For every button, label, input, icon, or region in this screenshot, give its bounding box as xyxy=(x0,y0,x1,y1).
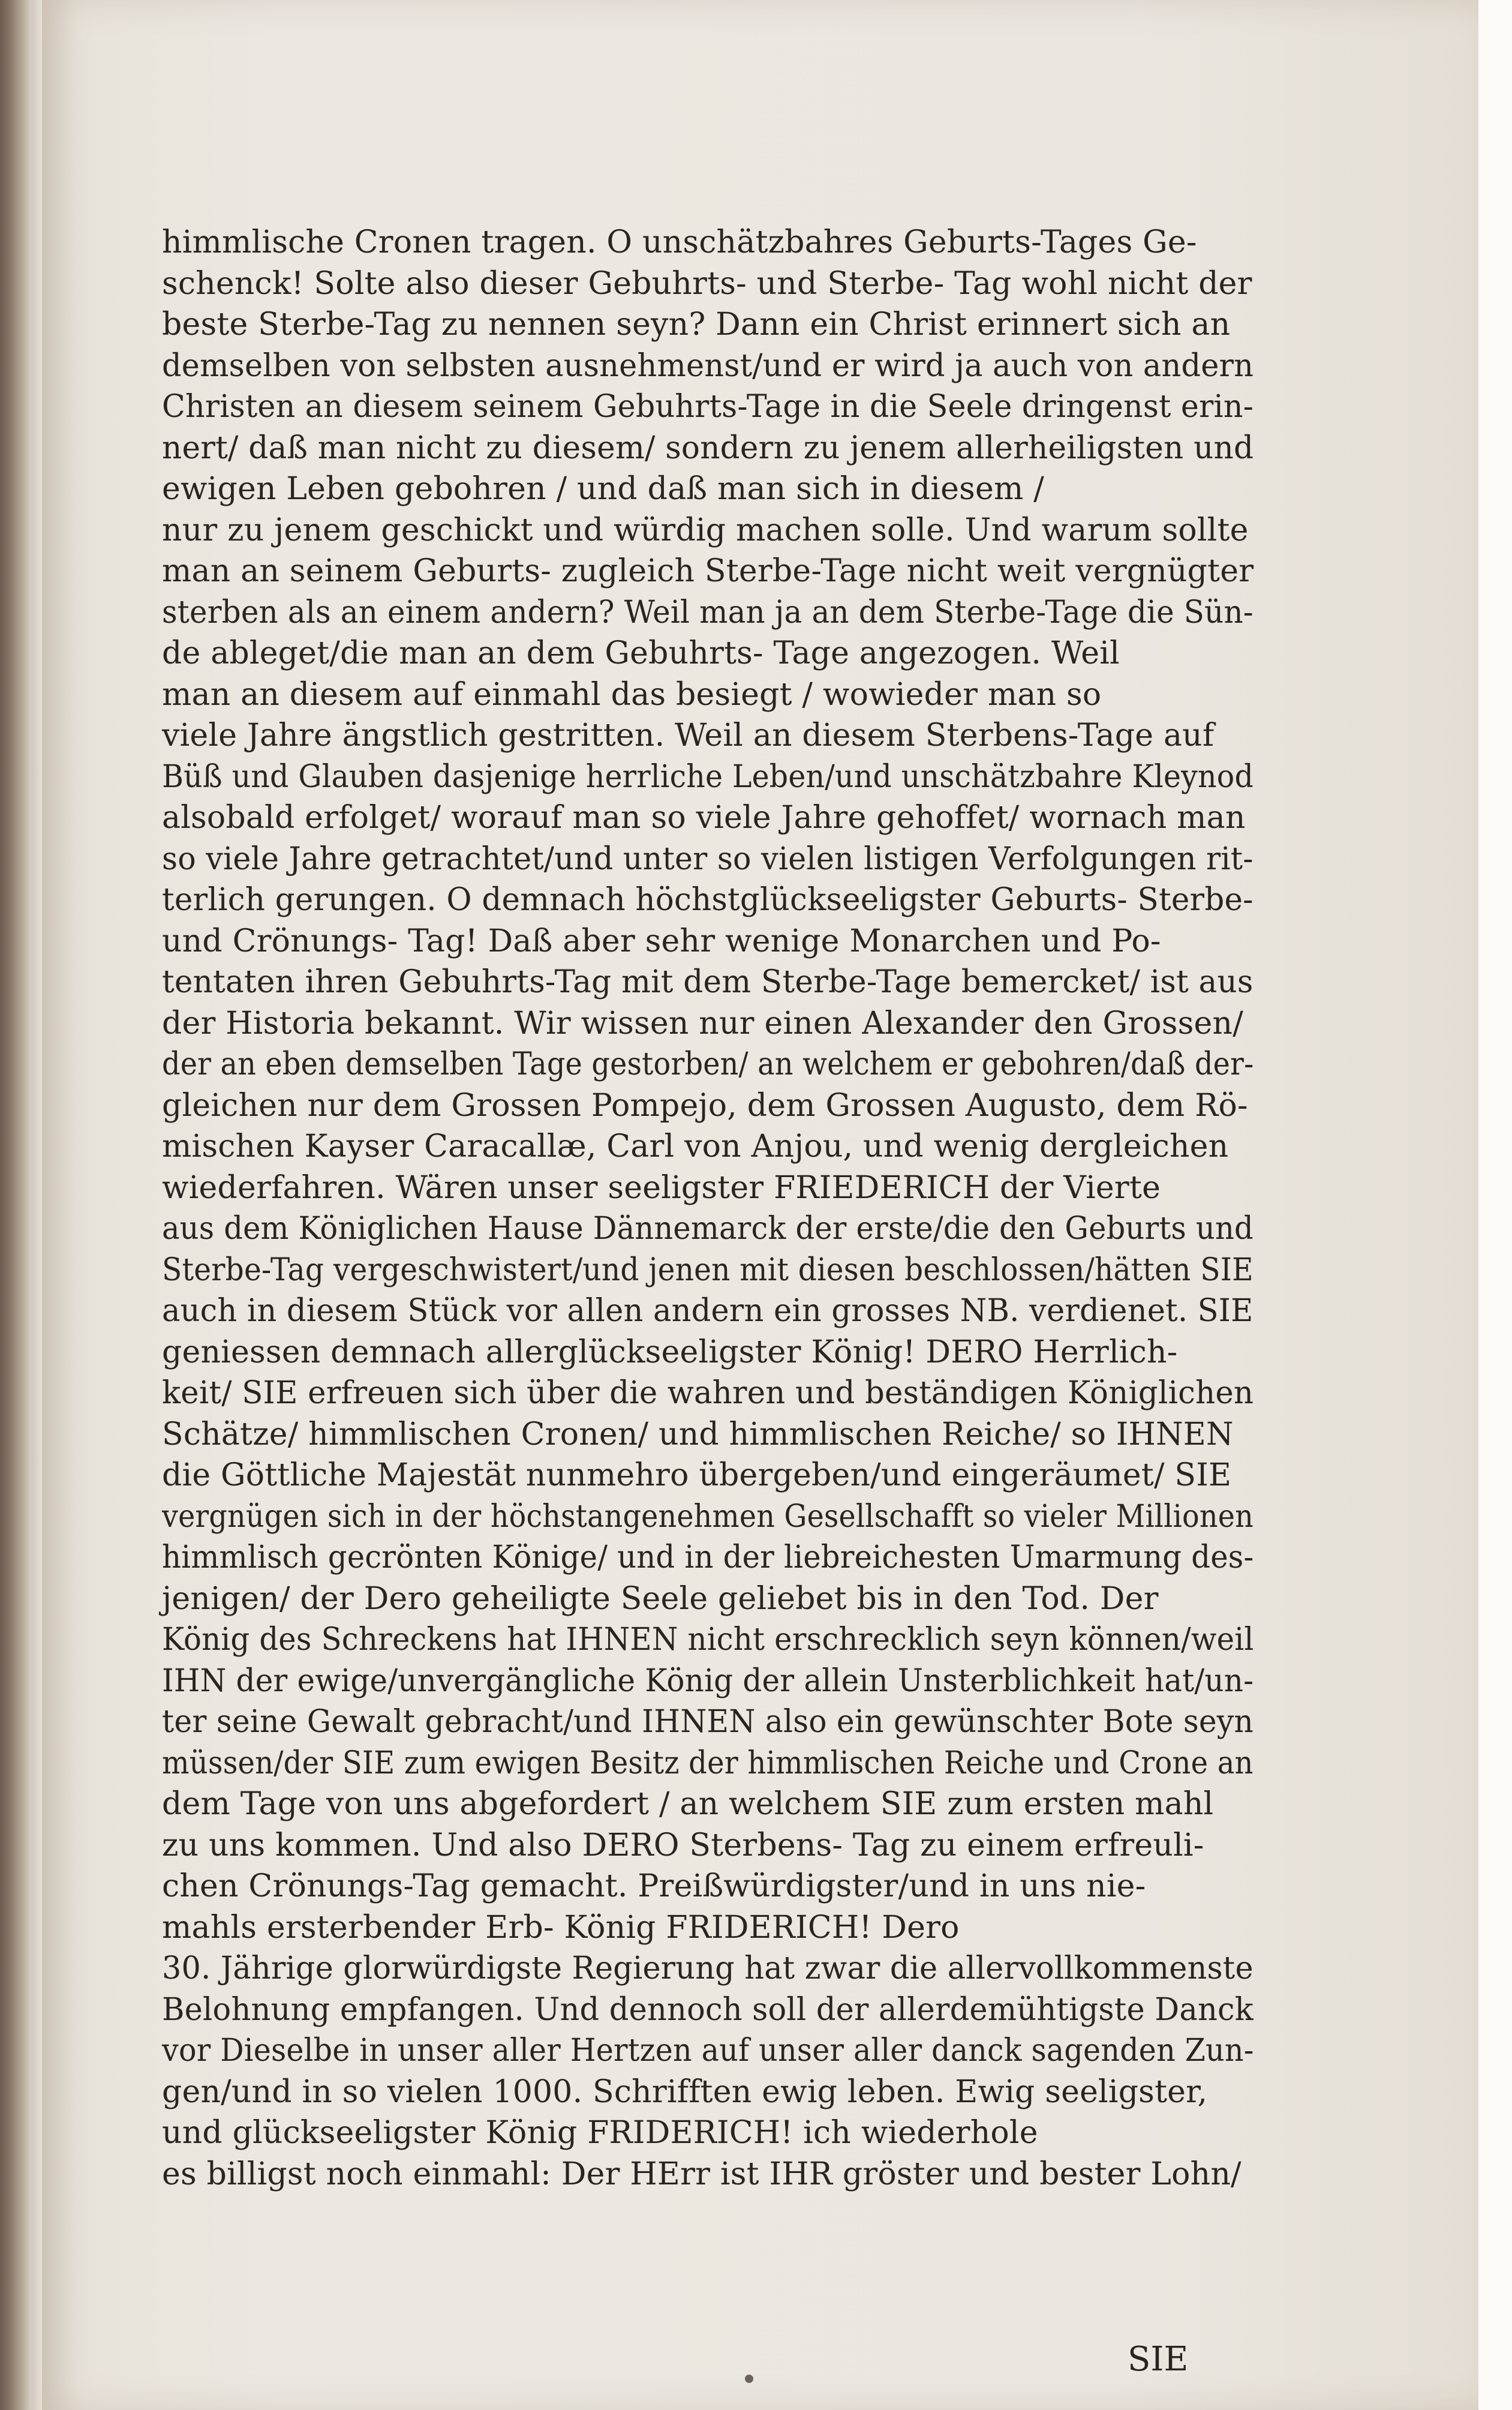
text-line: nert/ daß man nicht zu diesem/ sondern zu jenem allerheiligsten und xyxy=(162,430,1254,466)
text-line: 30. Jährige glorwürdigste Regierung hat zwar die allervollkommenste xyxy=(162,1950,1254,1986)
text-line: sterben als an einem andern? Weil man ja an dem Sterbe-Tage die Sün- xyxy=(162,594,1254,631)
text-line: müssen/der SIE zum ewigen Besitz der himmlischen Reiche und Crone an xyxy=(162,1745,1254,1781)
text-line: und Crönungs- Tag! Daß aber sehr wenige Monarchen und Po- xyxy=(162,923,1161,959)
text-line: tentaten ihren Gebuhrts-Tag mit dem Sterbe-Tage bemercket/ ist aus xyxy=(162,964,1254,1000)
text-line: ter seine Gewalt gebracht/und IHNEN also ein gewünschter Bote seyn xyxy=(162,1704,1254,1740)
text-line: Schätze/ himmlischen Cronen/ und himmlischen Reiche/ so IHNEN xyxy=(162,1416,1234,1452)
text-line: Christen an diesem seinem Gebuhrts-Tage in die Seele dringenst erin- xyxy=(162,389,1254,425)
page-margin-edge xyxy=(1478,0,1512,2410)
gutter xyxy=(31,0,42,2410)
text-line: beste Sterbe-Tag zu nennen seyn? Dann ein Christ erinnert sich an xyxy=(162,307,1231,343)
text-line: Büß und Glauben dasjenige herrliche Leben/und unschätzbahre Kleynod xyxy=(162,758,1254,795)
text-line: chen Crönungs-Tag gemacht. Preißwürdigster/und in uns nie- xyxy=(162,1868,1146,1904)
text-line: gen/und in so vielen 1000. Schrifften ewig leben. Ewig seeligster, xyxy=(162,2073,1208,2110)
text-line: vergnügen sich in der höchstangenehmen Gesellschafft so vieler Millionen xyxy=(162,1498,1254,1535)
catchword: SIE xyxy=(1128,2340,1189,2379)
text-line: gleichen nur dem Grossen Pompejo, dem Grossen Augusto, dem Rö- xyxy=(162,1087,1248,1124)
text-line: jenigen/ der Dero geheiligte Seele geliebet bis in den Tod. Der xyxy=(162,1580,1159,1617)
ink-dot xyxy=(745,2375,753,2383)
text-line: mischen Kayser Caracallæ, Carl von Anjou, und wenig dergleichen xyxy=(162,1129,1229,1165)
text-line: alsobald erfolget/ worauf man so viele Jahre gehoffet/ wornach man xyxy=(162,800,1246,836)
text-line: man an diesem auf einmahl das besiegt / wowieder man so xyxy=(162,676,1102,713)
text-line: die Göttliche Majestät nunmehro übergeben/und eingeräumet/ SIE xyxy=(162,1457,1232,1493)
text-line: Sterbe-Tag vergeschwistert/und jenen mit diesen beschlossen/hätten SIE xyxy=(162,1251,1254,1288)
text-line: nur zu jenem geschickt und würdig machen solle. Und warum sollte xyxy=(162,512,1249,548)
text-line: auch in diesem Stück vor allen andern ein grosses NB. verdienet. SIE xyxy=(162,1293,1254,1329)
text-line: himmlische Cronen tragen. O unschätzbahres Geburts-Tages Ge- xyxy=(162,224,1197,260)
text-line: demselben von selbsten ausnehmenst/und er wird ja auch von andern xyxy=(162,347,1254,384)
text-line: viele Jahre ängstlich gestritten. Weil an diesem Sterbens-Tage auf xyxy=(162,718,1215,754)
text-line: so viele Jahre getrachtet/und unter so vielen listigen Verfolgungen rit- xyxy=(162,841,1254,877)
text-line: keit/ SIE erfreuen sich über die wahren und beständigen Königlichen xyxy=(162,1375,1254,1411)
text-line: zu uns kommen. Und also DERO Sterbens- Tag zu einem erfreuli- xyxy=(162,1827,1204,1863)
text-line: de ableget/die man an dem Gebuhrts- Tage angezogen. Weil xyxy=(162,635,1120,671)
text-line: und glückseeligster König FRIDERICH! ich wiederhole xyxy=(162,2115,1038,2151)
text-line: himmlisch gecrönten Könige/ und in der liebreichesten Umarmung des- xyxy=(162,1539,1254,1575)
text-line: geniessen demnach allerglückseeligster König! DERO Herrlich- xyxy=(162,1334,1178,1370)
text-line: IHN der ewige/unvergängliche König der allein Unsterblichkeit hat/un- xyxy=(162,1662,1254,1699)
text-line: aus dem Königlichen Hause Dännemarck der erste/die den Geburts und xyxy=(162,1211,1254,1247)
page-body-text xyxy=(162,222,1254,2195)
text-line: der Historia bekannt. Wir wissen nur einen Alexander den Grossen/ xyxy=(162,1005,1243,1042)
text-line: der an eben demselben Tage gestorben/ an welchem er gebohren/daß der- xyxy=(162,1046,1254,1082)
text-line: es billigst noch einmahl: Der HErr ist IHR gröster und bester Lohn/ xyxy=(162,2156,1242,2192)
text-line: schenck! Solte also dieser Gebuhrts- und Sterbe- Tag wohl nicht der xyxy=(162,265,1252,302)
text-line: man an seinem Geburts- zugleich Sterbe-Tage nicht weit vergnügter xyxy=(162,553,1254,589)
text-line: Belohnung empfangen. Und dennoch soll der allerdemühtigste Danck xyxy=(162,1991,1254,2028)
text-line: terlich gerungen. O demnach höchstglückseeligster Geburts- Sterbe- xyxy=(162,882,1254,918)
text-line: mahls ersterbender Erb- König FRIDERICH! Dero xyxy=(162,1909,960,1946)
text-line: ewigen Leben gebohren / und daß man sich in diesem / xyxy=(162,471,1044,507)
text-line: vor Dieselbe in unser aller Hertzen auf unser aller danck sagenden Zun- xyxy=(162,2033,1254,2069)
text-line: wiederfahren. Wären unser seeligster FRIEDERICH der Vierte xyxy=(162,1169,1161,1206)
text-line: König des Schreckens hat IHNEN nicht erschrecklich seyn können/weil xyxy=(162,1622,1254,1658)
text-line: dem Tage von uns abgefordert / an welchem SIE zum ersten mahl xyxy=(162,1786,1214,1822)
book-binding xyxy=(0,0,31,2410)
